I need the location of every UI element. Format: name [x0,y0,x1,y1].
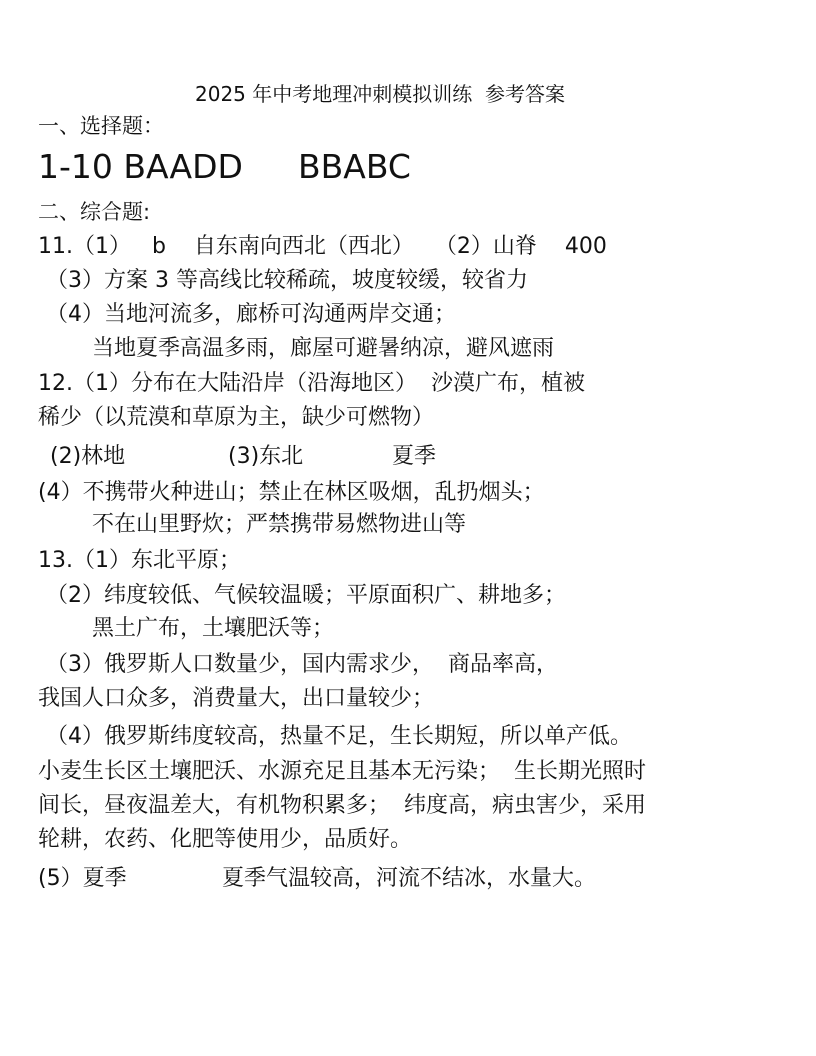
page-title: 2025 年中考地理冲刺模拟训练 参考答案 [195,82,565,106]
q12-part-2: (2)林地 [50,444,126,469]
q13-line-9: 轮耕，农药、化肥等使用少，品质好。 [38,827,413,852]
q11-line-4: 当地夏季高温多雨，廊屋可避暑纳凉，避风遮雨 [92,336,555,361]
q13-line-10-answer: 夏季气温较高，河流不结冰，水量大。 [222,866,597,891]
q11-line-2: （3）方案 3 等高线比较稀疏，坡度较缓，较省力 [46,268,528,293]
choice-answers-6-10: BBABC [298,147,411,186]
q12-line-4b: 不在山里野炊；严禁携带易燃物进山等 [92,512,467,537]
choice-answers-1-5: 1-10 BAADD [38,147,243,186]
q12-line-1: 12.（1）分布在大陆沿岸（沿海地区） 沙漠广布，植被 [38,371,585,396]
q12-part-3-season: 夏季 [392,444,437,469]
q13-line-6: （4）俄罗斯纬度较高，热量不足，生长期短，所以单产低。 [46,724,632,749]
section-heading-choice: 一、选择题： [38,114,164,138]
q12-line-2: 稀少（以荒漠和草原为主，缺少可燃物） [38,405,435,430]
q13-line-4: （3）俄罗斯人口数量少，国内需求少， 商品率高， [46,652,558,677]
q13-line-8: 间长，昼夜温差大，有机物积累多； 纬度高，病虫害少，采用 [38,793,646,818]
q11-line-1: 11.（1） b 自东南向西北（西北） （2）山脊 400 [38,234,607,259]
q12-part-3: (3)东北 [228,444,304,469]
q13-line-2: （2）纬度较低、气候较温暖；平原面积广、耕地多； [46,583,566,608]
q13-line-10-label: (5）夏季 [38,866,127,891]
q11-line-3: （4）当地河流多，廊桥可沟通两岸交通； [46,302,456,327]
q13-line-5: 我国人口众多，消费量大，出口量较少； [38,686,435,711]
q13-line-3: 黑土广布，土壤肥沃等； [92,616,335,641]
q13-line-1: 13.（1）东北平原； [38,548,241,573]
section-heading-comprehensive: 二、综合题: [38,200,151,224]
q12-line-4a: (4）不携带火种进山；禁止在林区吸烟，乱扔烟头； [38,480,545,505]
q13-line-7: 小麦生长区土壤肥沃、水源充足且基本无污染； 生长期光照时 [38,759,646,784]
